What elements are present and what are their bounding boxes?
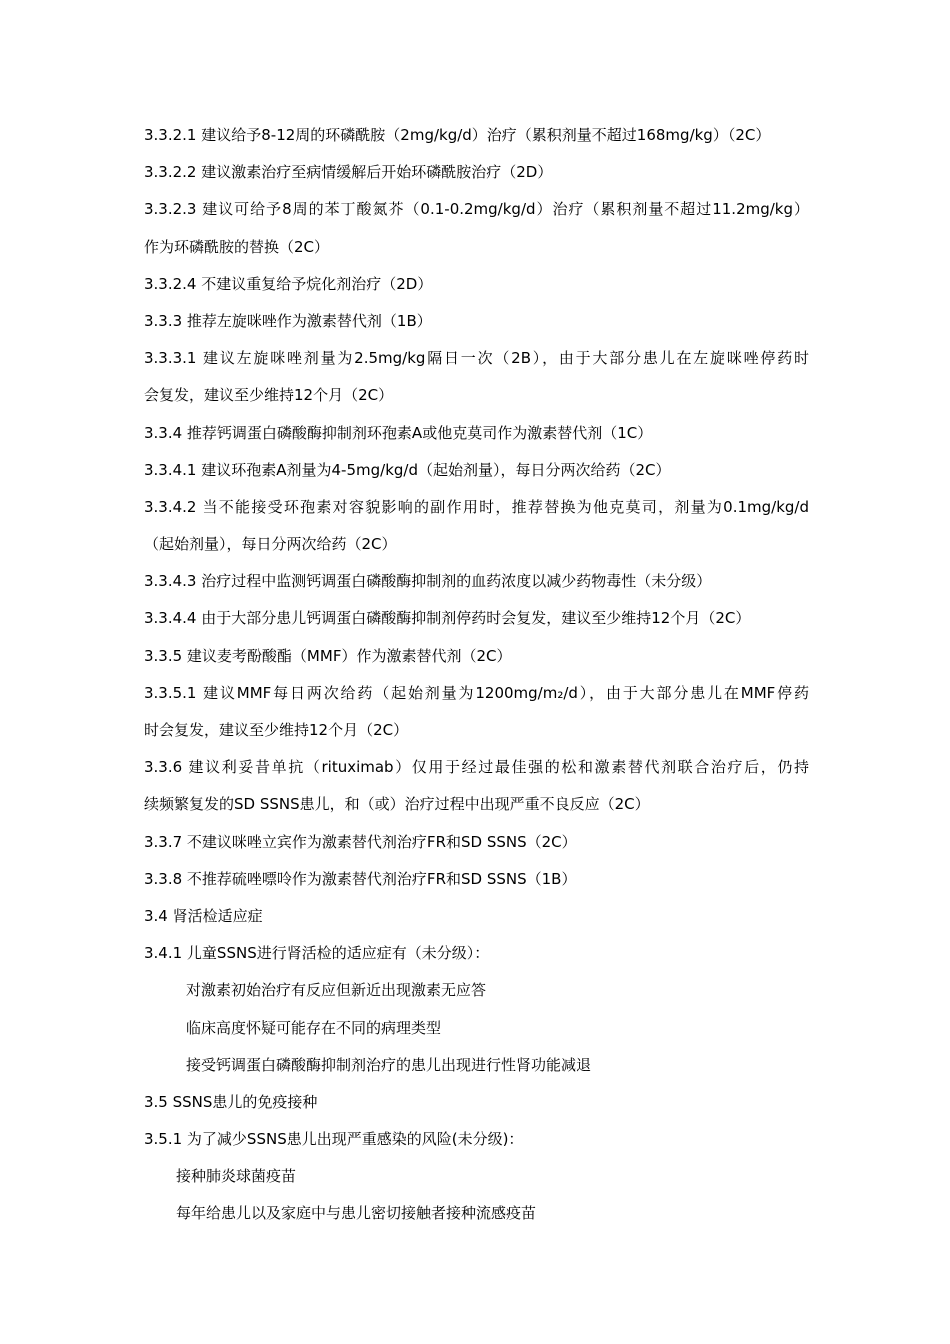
text-line: 3.3.2.4 不建议重复给予烷化剂治疗（2D）	[144, 274, 433, 293]
text-line: 3.3.2.3 建议可给予8周的苯丁酸氮芥（0.1-0.2mg/kg/d）治疗（累积剂量不超过11.2mg/kg）	[144, 200, 809, 219]
text-line: 3.3.4.4 由于大部分患儿钙调蛋白磷酸酶抑制剂停药时会复发，建议至少维持12个月（2C）	[144, 609, 751, 628]
list-item: 对激素初始治疗有反应但新近出现激素无应答	[186, 981, 487, 1000]
text-line: 3.3.2.1 建议给予8-12周的环磷酰胺（2mg/kg/d）治疗（累积剂量不超过168mg/kg）（2C）	[144, 126, 771, 144]
text-line: 3.3.3.1 建议左旋咪唑剂量为2.5mg/kg隔日一次（2B），由于大部分患儿在左旋咪唑停药时	[144, 349, 809, 368]
text-line: 3.3.5 建议麦考酚酸酯（MMF）作为激素替代剂（2C）	[144, 646, 512, 665]
text-line: 3.3.7 不建议咪唑立宾作为激素替代剂治疗FR和SD SSNS（2C）	[144, 832, 577, 851]
list-item: 接种肺炎球菌疫苗	[176, 1167, 297, 1186]
text-line: 续频繁复发的SD SSNS患儿，和（或）治疗过程中出现严重不良反应（2C）	[144, 795, 650, 814]
list-item: 临床高度怀疑可能存在不同的病理类型	[186, 1018, 442, 1037]
text-line: 作为环磷酰胺的替换（2C）	[144, 237, 330, 256]
text-line: 3.3.2.2 建议激素治疗至病情缓解后开始环磷酰胺治疗（2D）	[144, 163, 553, 182]
text-line: 3.3.4.2 当不能接受环孢素对容貌影响的副作用时，推荐替换为他克莫司，剂量为0.1mg/kg/d	[144, 497, 809, 516]
text-line: 3.5.1 为了减少SSNS患儿出现严重感染的风险(未分级)：	[144, 1130, 524, 1149]
text-line: 3.3.8 不推荐硫唑嘌呤作为激素替代剂治疗FR和SD SSNS（1B）	[144, 869, 577, 888]
text-line: 3.4.1 儿童SSNS进行肾活检的适应症有（未分级）：	[144, 944, 490, 963]
text-line: 会复发，建议至少维持12个月（2C）	[144, 386, 394, 405]
document-body	[144, 117, 809, 1233]
text-line: 3.3.5.1 建议MMF每日两次给药（起始剂量为1200mg/m₂/d），由于大部分患儿在MMF停药	[144, 683, 809, 702]
section-heading: 3.4 肾活检适应症	[144, 906, 263, 925]
section-heading: 3.5 SSNS患儿的免疫接种	[144, 1092, 318, 1111]
text-line: （起始剂量），每日分两次给药（2C）	[144, 535, 397, 554]
text-line: 3.3.6 建议利妥昔单抗（rituximab）仅用于经过最佳强的松和激素替代剂联合治疗后，仍持	[144, 758, 809, 777]
text-line: 3.3.4.1 建议环孢素A剂量为4-5mg/kg/d（起始剂量），每日分两次给药（2C）	[144, 460, 671, 479]
list-item: 接受钙调蛋白磷酸酶抑制剂治疗的患儿出现进行性肾功能减退	[186, 1055, 592, 1074]
list-item: 每年给患儿以及家庭中与患儿密切接触者接种流感疫苗	[176, 1204, 537, 1223]
text-line: 3.3.4 推荐钙调蛋白磷酸酶抑制剂环孢素A或他克莫司作为激素替代剂（1C）	[144, 423, 653, 442]
text-line: 时会复发，建议至少维持12个月（2C）	[144, 721, 409, 739]
text-line: 3.3.3 推荐左旋咪唑作为激素替代剂（1B）	[144, 311, 432, 330]
text-line: 3.3.4.3 治疗过程中监测钙调蛋白磷酸酶抑制剂的血药浓度以减少药物毒性（未分级）	[144, 572, 712, 591]
